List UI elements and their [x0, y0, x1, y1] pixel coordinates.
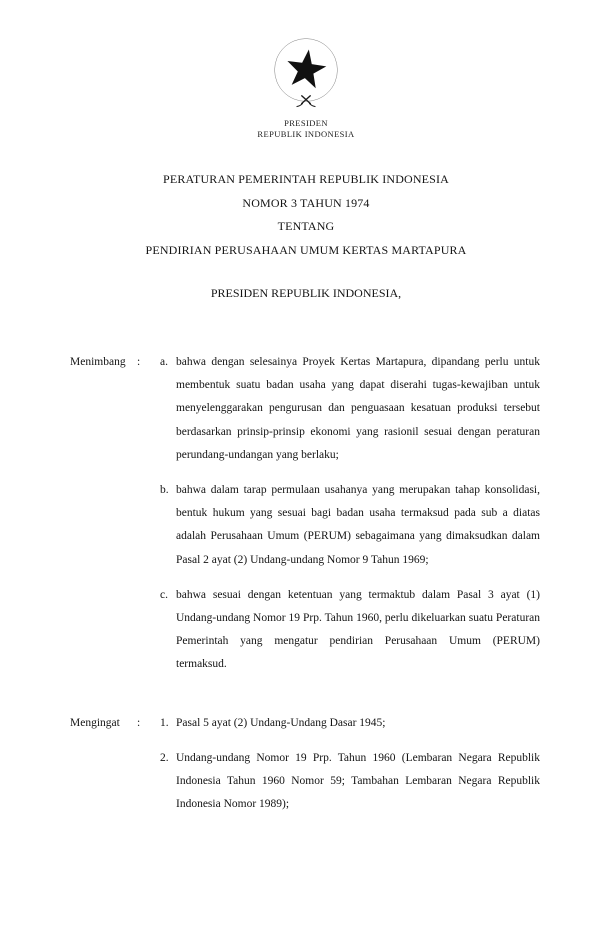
letterhead-presiden: PRESIDEN [284, 118, 328, 128]
regulation-subject: PENDIRIAN PERUSAHAAN UMUM KERTAS MARTAPURA [145, 242, 467, 257]
document-body [70, 351, 540, 816]
item-text: Undang-undang Nomor 19 Prp. Tahun 1960 (Lembaran Negara Republik Indonesia Tahun 1960 Nomor 59; Tambahan Lembaran Negara Republik Indonesia Nomor 1989); [176, 751, 540, 811]
section-items [160, 351, 540, 677]
title-block [0, 168, 612, 262]
section-label: Mengingat [70, 716, 120, 729]
item-marker: c. [160, 588, 168, 601]
star-wreath-icon [260, 27, 352, 113]
presidential-emblem [260, 27, 352, 113]
regulation-number: NOMOR 3 TAHUN 1974 [242, 195, 370, 210]
item-text: bahwa sesuai dengan ketentuan yang termaktub dalam Pasal 3 ayat (1) Undang-undang Nomor 19 Prp. Tahun 1960, perlu dikeluarkan suatu Peraturan Pemerintah yang mengatur pendirian Perusahaan Umum (PERUM) termaksud. [176, 588, 540, 671]
list-item [160, 712, 540, 735]
section-menimbang [70, 351, 540, 677]
section-colon: : [137, 716, 141, 729]
salutation: PRESIDEN REPUBLIK INDONESIA, [210, 286, 402, 300]
section-colon: : [137, 356, 141, 368]
item-marker: b. [160, 484, 169, 497]
section-mengingat [70, 712, 540, 817]
list-item [160, 479, 540, 572]
list-item [160, 351, 540, 467]
item-text: bahwa dengan selesainya Proyek Kertas Martapura, dipandang perlu untuk membentuk suatu badan usaha yang dapat diserahi tugas-kewajiban untuk menyelenggarakan pengurusan dan penguasaan kesatuan produksi tersebut berdasarkan prinsip-prinsip ekonomi yang rasionil sesuai dengan peraturan perundang-undangan yang berlaku; [176, 356, 540, 461]
item-text: bahwa dalam tarap permulaan usahanya yang merupakan tahap konsolidasi, bentuk hukum yang sesuai bagi badan usaha termaksud pada sub a diatas adalah Perusahaan Umum (PERUM) sebagaimana yang dimaksudkan dalam Pasal 2 ayat (2) Undang-undang Nomor 9 Tahun 1969; [176, 484, 540, 566]
section-items [160, 712, 540, 817]
tentang-label: TENTANG [277, 219, 335, 233]
list-item [160, 584, 540, 677]
item-marker: 2. [160, 751, 169, 764]
regulation-title: PERATURAN PEMERINTAH REPUBLIK INDONESIA [163, 172, 449, 186]
item-marker: 1. [160, 716, 169, 729]
star-icon [287, 50, 326, 89]
item-text: Pasal 5 ayat (2) Undang-Undang Dasar 1945; [176, 716, 386, 729]
letterhead-republik-indonesia: REPUBLIK INDONESIA [257, 129, 355, 139]
item-marker: a. [160, 356, 168, 368]
section-label: Menimbang [70, 356, 126, 368]
list-item [160, 747, 540, 817]
letterhead [0, 0, 612, 140]
